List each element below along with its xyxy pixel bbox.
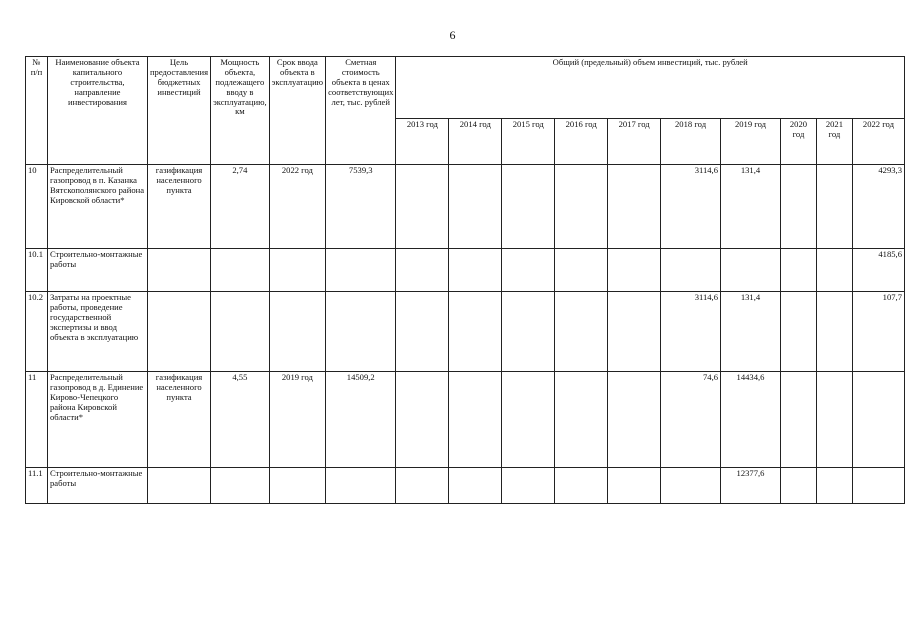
- row-value-2019: 131,4: [721, 292, 781, 372]
- row-name: Строительно-монтажные работы: [47, 249, 147, 292]
- header-cost: Сметная стоимость объекта в ценах соответствующих лет, тыс. рублей: [326, 57, 396, 165]
- page-number: 6: [449, 28, 456, 42]
- row-value-2014: [449, 165, 502, 249]
- row-name: Распределительный газопровод в д. Единение Кирово-Чепецкого района Кировской области*: [47, 372, 147, 468]
- row-cost: [326, 468, 396, 504]
- row-no: 10: [26, 165, 48, 249]
- row-value-2022: 4293,3: [852, 165, 904, 249]
- row-value-2015: [502, 372, 555, 468]
- row-capacity: [211, 249, 270, 292]
- row-value-2019: 131,4: [721, 165, 781, 249]
- header-year-2014: 2014 год: [449, 119, 502, 165]
- row-cost: [326, 292, 396, 372]
- row-value-2016: [555, 468, 608, 504]
- row-value-2022: [852, 372, 904, 468]
- row-no: 11.1: [26, 468, 48, 504]
- row-goal: [147, 249, 210, 292]
- row-capacity: 4,55: [211, 372, 270, 468]
- row-value-2014: [449, 292, 502, 372]
- row-value-2021: [816, 249, 852, 292]
- row-value-2022: [852, 468, 904, 504]
- header-year-2016: 2016 год: [555, 119, 608, 165]
- investment-table: [25, 56, 905, 504]
- row-term: [269, 292, 325, 372]
- header-year-2015: 2015 год: [502, 119, 555, 165]
- row-value-2018: 74,6: [661, 372, 721, 468]
- header-term: Срок ввода объекта в эксплуатацию: [269, 57, 325, 165]
- row-value-2013: [396, 468, 449, 504]
- row-cost: 7539,3: [326, 165, 396, 249]
- row-term: 2022 год: [269, 165, 325, 249]
- row-name: Распределительный газопровод в п. Казанка Вятскополянского района Кировской области*: [47, 165, 147, 249]
- row-name: Строительно-монтажные работы: [47, 468, 147, 504]
- row-value-2013: [396, 165, 449, 249]
- row-value-2021: [816, 372, 852, 468]
- row-goal: [147, 468, 210, 504]
- row-value-2019: 14434,6: [721, 372, 781, 468]
- row-name: Затраты на проектные работы, проведение государственной экспертизы и ввод объекта в эксплуатацию: [47, 292, 147, 372]
- table-row: [26, 249, 905, 292]
- row-value-2019: 12377,6: [721, 468, 781, 504]
- row-value-2014: [449, 468, 502, 504]
- row-value-2017: [608, 249, 661, 292]
- header-year-2020: 2020 год: [780, 119, 816, 165]
- row-value-2018: [661, 249, 721, 292]
- row-goal: [147, 292, 210, 372]
- row-value-2020: [780, 165, 816, 249]
- table-row: [26, 165, 905, 249]
- row-value-2017: [608, 165, 661, 249]
- row-cost: [326, 249, 396, 292]
- header-year-2021: 2021 год: [816, 119, 852, 165]
- row-no: 10.2: [26, 292, 48, 372]
- header-goal: Цель предоставления бюджетных инвестиций: [147, 57, 210, 165]
- row-value-2016: [555, 249, 608, 292]
- row-term: 2019 год: [269, 372, 325, 468]
- row-value-2015: [502, 165, 555, 249]
- row-cost: 14509,2: [326, 372, 396, 468]
- row-term: [269, 249, 325, 292]
- row-value-2014: [449, 372, 502, 468]
- row-value-2013: [396, 372, 449, 468]
- row-capacity: 2,74: [211, 165, 270, 249]
- row-goal: газификация населенного пункта: [147, 372, 210, 468]
- row-no: 10.1: [26, 249, 48, 292]
- row-value-2018: 3114,6: [661, 165, 721, 249]
- row-value-2021: [816, 165, 852, 249]
- table-row: [26, 468, 905, 504]
- row-value-2018: 3114,6: [661, 292, 721, 372]
- row-value-2021: [816, 292, 852, 372]
- row-value-2015: [502, 468, 555, 504]
- row-value-2017: [608, 468, 661, 504]
- row-no: 11: [26, 372, 48, 468]
- row-value-2020: [780, 372, 816, 468]
- header-year-2018: 2018 год: [661, 119, 721, 165]
- row-value-2016: [555, 165, 608, 249]
- row-value-2018: [661, 468, 721, 504]
- table-row: [26, 372, 905, 468]
- row-value-2015: [502, 249, 555, 292]
- header-year-2017: 2017 год: [608, 119, 661, 165]
- row-value-2019: [721, 249, 781, 292]
- row-value-2021: [816, 468, 852, 504]
- row-value-2022: 107,7: [852, 292, 904, 372]
- row-value-2014: [449, 249, 502, 292]
- header-year-2019: 2019 год: [721, 119, 781, 165]
- header-no: № п/п: [26, 57, 48, 165]
- table-row: [26, 292, 905, 372]
- header-capacity: Мощность объекта, подлежащего вводу в эксплуатацию, км: [211, 57, 270, 165]
- row-value-2017: [608, 292, 661, 372]
- header-name: Наименование объекта капитального строительства, направление инвестирования: [47, 57, 147, 165]
- row-value-2022: 4185,6: [852, 249, 904, 292]
- row-value-2016: [555, 292, 608, 372]
- row-value-2013: [396, 292, 449, 372]
- row-value-2015: [502, 292, 555, 372]
- row-value-2020: [780, 249, 816, 292]
- row-value-2013: [396, 249, 449, 292]
- header-investment-title: Общий (предельный) объем инвестиций, тыс. рублей: [396, 57, 905, 119]
- header-year-2022: 2022 год: [852, 119, 904, 165]
- row-term: [269, 468, 325, 504]
- row-value-2017: [608, 372, 661, 468]
- row-capacity: [211, 468, 270, 504]
- row-capacity: [211, 292, 270, 372]
- header-year-2013: 2013 год: [396, 119, 449, 165]
- row-value-2016: [555, 372, 608, 468]
- row-value-2020: [780, 468, 816, 504]
- row-goal: газификация населенного пункта: [147, 165, 210, 249]
- row-value-2020: [780, 292, 816, 372]
